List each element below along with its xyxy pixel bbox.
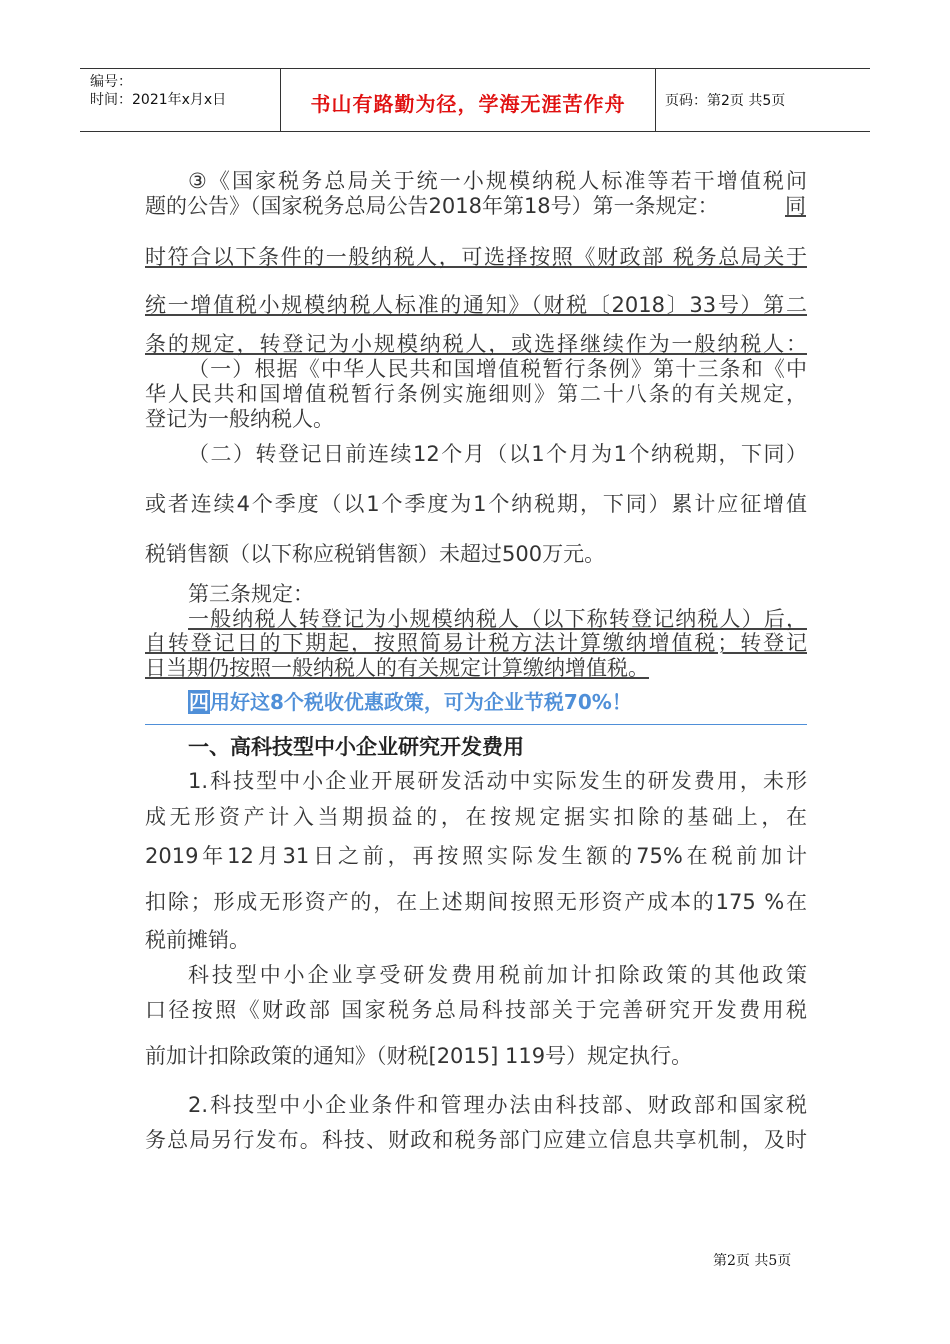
body-line: 登记为一般纳税人。 bbox=[145, 407, 334, 431]
body-line: 前加计扣除政策的通知》（财税[2015] 119号）规定执行。 bbox=[145, 1044, 693, 1068]
header-motto-cell bbox=[280, 69, 656, 131]
section-marker: 四 bbox=[189, 690, 209, 714]
body-line: （二）转登记日前连续12个月（以1个月为1个纳税期，下同） bbox=[188, 442, 807, 466]
body-line: 时符合以下条件的一般纳税人，可选择按照《财政部 税务总局关于 bbox=[145, 245, 807, 269]
header-motto: 书山有路勤为径，学海无涯苦作舟 bbox=[310, 92, 626, 116]
body-line: 口径按照《财政部 国家税务总局科技部关于完善研究开发费用税 bbox=[145, 998, 807, 1022]
body-line: 或者连续4个季度（以1个季度为1个纳税期，下同）累计应征增值 bbox=[145, 492, 807, 516]
body-line: 题的公告》（国家税务总局公告2018年第18号）第一条规定： bbox=[145, 194, 719, 218]
body-line: ③《国家税务总局关于统一小规模纳税人标准等若干增值税问 bbox=[188, 169, 807, 193]
footer-page-number: 第2页 共5页 bbox=[713, 1253, 792, 1269]
body-line: 科技型中小企业享受研发费用税前加计扣除政策的其他政策 bbox=[188, 963, 807, 987]
section-divider bbox=[145, 724, 807, 725]
body-line: 1.科技型中小企业开展研发活动中实际发生的研发费用，未形 bbox=[188, 769, 807, 793]
body-line: 华人民共和国增值税暂行条例实施细则》第二十八条的有关规定， bbox=[145, 382, 807, 406]
body-line: 同 bbox=[785, 194, 806, 218]
body-line: 第三条规定： bbox=[188, 582, 314, 606]
header-page-cell bbox=[655, 69, 870, 131]
body-line: 2.科技型中小企业条件和管理办法由科技部、财政部和国家税 bbox=[188, 1093, 807, 1117]
section-heading-text: 用好这8个税收优惠政策，可为企业节税70%！ bbox=[210, 690, 632, 714]
subheading: 一、高科技型中小企业研究开发费用 bbox=[188, 735, 524, 759]
header-meta-cell bbox=[80, 69, 280, 131]
document-number-label: 编号： bbox=[90, 74, 132, 90]
body-line: 统一增值税小规模纳税人标准的通知》（财税〔2018〕33号）第二 bbox=[145, 293, 807, 317]
header-page-info: 页码：第2页 共5页 bbox=[665, 93, 786, 109]
document-header bbox=[80, 68, 870, 132]
body-line: 日当期仍按照一般纳税人的有关规定计算缴纳增值税。 bbox=[145, 656, 649, 680]
body-line: 2019年12月31日之前，再按照实际发生额的75%在税前加计 bbox=[145, 844, 807, 868]
body-line: 自转登记日的下期起，按照简易计税方法计算缴纳增值税；转登记 bbox=[145, 631, 807, 655]
body-line: 税销售额（以下称应税销售额）未超过500万元。 bbox=[145, 542, 606, 566]
body-line: 成无形资产计入当期损益的，在按规定据实扣除的基础上，在 bbox=[145, 805, 807, 829]
body-line: 一般纳税人转登记为小规模纳税人（以下称转登记纳税人）后， bbox=[188, 607, 807, 631]
body-line: 条的规定，转登记为小规模纳税人，或选择继续作为一般纳税人： bbox=[145, 332, 807, 356]
body-line: （一）根据《中华人民共和国增值税暂行条例》第十三条和《中 bbox=[188, 357, 807, 381]
body-line: 税前摊销。 bbox=[145, 928, 250, 952]
document-date-label: 时间：2021年x月x日 bbox=[90, 92, 227, 108]
section-heading bbox=[188, 688, 632, 716]
body-line: 务总局另行发布。科技、财政和税务部门应建立信息共享机制，及时 bbox=[145, 1128, 807, 1152]
body-line: 扣除；形成无形资产的，在上述期间按照无形资产成本的175 %在 bbox=[145, 890, 807, 914]
